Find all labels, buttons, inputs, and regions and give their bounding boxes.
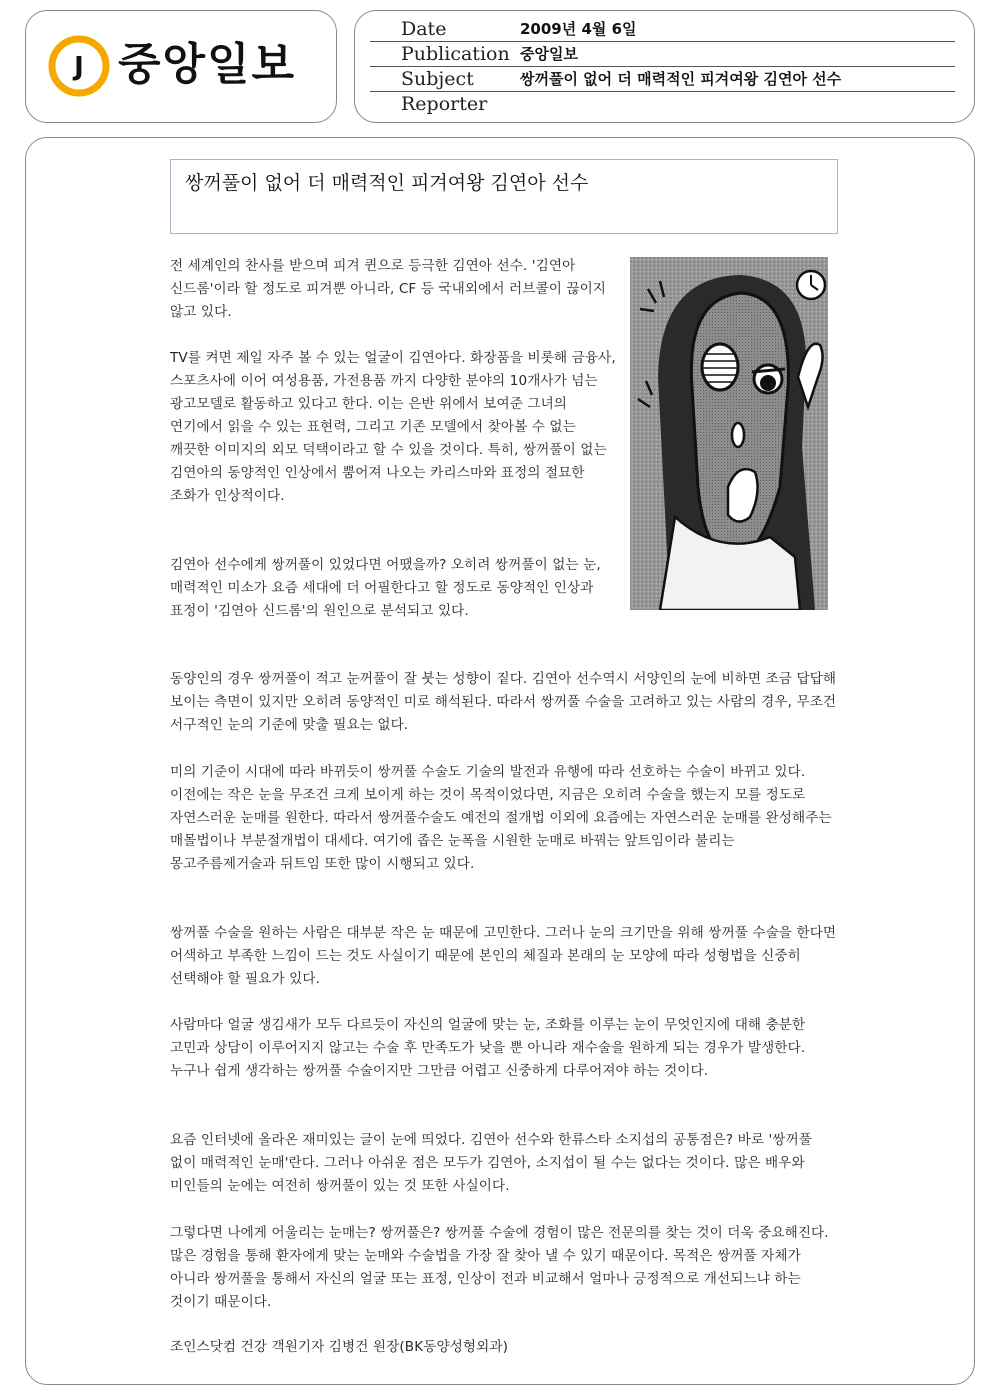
meta-value-publication: 중앙일보	[520, 45, 578, 63]
publication-logo-box	[25, 10, 337, 123]
article-paragraph-1: 전 세계인의 찬사를 받으며 피겨 퀸으로 등극한 김연아 선수. '김연아 신드롬'이라 할 정도로 피겨뿐 아니라, CF 등 국내외에서 러브콜이 끊이지 않고 있다.	[170, 258, 607, 320]
meta-label-reporter: Reporter	[401, 93, 488, 115]
article-paragraph-6: 쌍꺼풀 수술을 원하는 사람은 대부분 작은 눈 때문에 고민한다. 그러나 눈의 크기만을 위해 쌍꺼풀 수술을 한다면 어색하고 부족한 느낌이 드는 것도 사실이기 때문에 본인의 체질과 본래의 눈 모양에 따라 성형법을 신중히 선택해야 할 필요가 있다.	[170, 925, 837, 987]
article-meta-box	[354, 10, 975, 123]
meta-label-publication: Publication	[401, 43, 510, 65]
meta-row-date	[370, 16, 955, 42]
article-paragraph-2: TV를 켜면 제일 자주 볼 수 있는 얼굴이 김연아다. 화장품을 비롯해 금융사, 스포츠사에 이어 여성용품, 가전용품 까지 다양한 분야의 10개사가 넘는 광고모델로 활동하고 있다고 한다. 이는 은반 위에서 보여준 그녀의 연기에서 읽을 수 있는 표현력, 그리고 기존 모델에서 찾아볼 수 없는 깨끗한 이미지의 외모 덕택이라고 할 수 있을 것이다. 특히, 쌍꺼풀이 없는 김연아의 동양적인 인상에서 뿜어져 나오는 카리스마와 표정의 절묘한 조화가 인상적이다.	[170, 350, 616, 504]
article-headline: 쌍꺼풀이 없어 더 매력적인 피겨여왕 김연아 선수	[185, 172, 589, 194]
publication-logo-name: 중앙일보	[118, 39, 297, 90]
logo-mark-letter: J	[74, 52, 84, 82]
meta-value-date: 2009년 4월 6일	[520, 20, 637, 38]
article-paragraph-9: 그렇다면 나에게 어울리는 눈매는? 쌍꺼풀은? 쌍꺼풀 수술에 경험이 많은 전문의를 찾는 것이 더욱 중요해진다. 많은 경험을 통해 환자에게 맞는 눈매와 수술법을 가장 잘 찾아 낼 수 있기 때문이다. 목적은 쌍꺼풀 자체가 아니라 쌍꺼풀을 통해서 자신의 얼굴 또는 표정, 인상이 전과 비교해서 얼마나 긍정적으로 개선되느냐 하는 것이기 때문이다.	[170, 1225, 829, 1310]
cartoon-woman-illustration	[630, 257, 828, 610]
joongang-logo-icon	[48, 35, 110, 97]
article-paragraph-3: 김연아 선수에게 쌍꺼풀이 있었다면 어땠을까? 오히려 쌍꺼풀이 없는 눈, 매력적인 미소가 요즘 세대에 더 어필한다고 할 정도로 동양적인 인상과 표정이 '김연아 신드롬'의 원인으로 분석되고 있다.	[170, 557, 601, 619]
article-paragraph-8: 요즘 인터넷에 올라온 재미있는 글이 눈에 띄었다. 김연아 선수와 한류스타 소지섭의 공통점은? 바로 '쌍꺼풀 없이 매력적인 눈매'란다. 그러나 아쉬운 점은 모두가 김연아, 소지섭이 될 수는 없다는 것이다. 많은 배우와 미인들의 눈에는 여전히 쌍꺼풀이 있는 것 또한 사실이다.	[170, 1132, 813, 1194]
meta-row-subject	[370, 66, 955, 92]
meta-row-reporter	[370, 91, 955, 116]
headline-box	[170, 159, 838, 234]
article-paragraph-5: 미의 기준이 시대에 따라 바뀌듯이 쌍꺼풀 수술도 기술의 발전과 유행에 따라 선호하는 수술이 바뀌고 있다. 이전에는 작은 눈을 무조건 크게 보이게 하는 것이 목적이었다면, 지금은 오히려 수술을 했는지 모를 정도로 자연스러운 눈매를 원한다. 따라서 쌍꺼풀수술도 예전의 절개법 이외에 요즘에는 자연스러운 눈매를 완성해주는 매몰법이나 부분절개법이 대세다. 여기에 좁은 눈폭을 시원한 눈매로 바꿔는 앞트임이라 불리는 몽고주름제거술과 뒤트임 또한 많이 시행되고 있다.	[170, 764, 832, 872]
article-byline: 조인스닷컴 건강 객원기자 김병건 원장(BK동양성형외과)	[170, 1339, 509, 1355]
meta-row-publication	[370, 41, 955, 67]
clock-icon	[797, 271, 825, 299]
meta-value-subject: 쌍꺼풀이 없어 더 매력적인 피겨여왕 김연아 선수	[520, 70, 842, 88]
meta-label-date: Date	[401, 18, 447, 40]
article-paragraph-4: 동양인의 경우 쌍꺼풀이 적고 눈꺼풀이 잘 붓는 성향이 짙다. 김연아 선수역시 서양인의 눈에 비하면 조금 답답해 보이는 측면이 있지만 오히려 동양적인 미로 해석된다. 따라서 쌍꺼풀 수술을 고려하고 있는 사람의 경우, 무조건 서구적인 눈의 기준에 맞출 필요는 없다.	[170, 671, 837, 733]
meta-label-subject: Subject	[401, 68, 474, 90]
article-paragraph-7: 사람마다 얼굴 생김새가 모두 다르듯이 자신의 얼굴에 맞는 눈, 조화를 이루는 눈이 무엇인지에 대해 충분한 고민과 상담이 이루어지지 않고는 수술 후 만족도가 낮을 뿐 아니라 재수술을 원하게 되는 경우가 발생한다. 누구나 쉽게 생각하는 쌍꺼풀 수술이지만 그만큼 어렵고 신중하게 다루어져야 하는 것이다.	[170, 1017, 806, 1079]
